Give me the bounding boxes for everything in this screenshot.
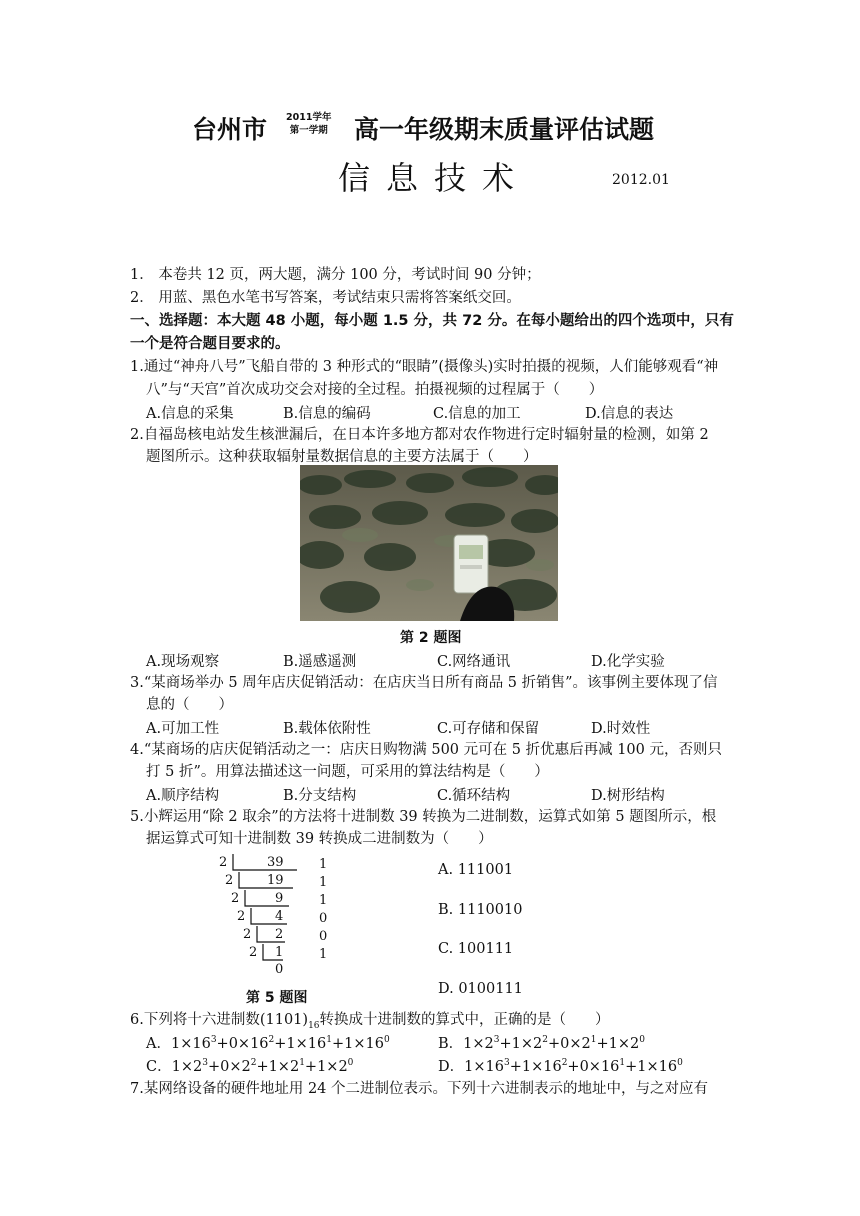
q6-a-exp: 2 <box>268 1035 275 1046</box>
divisor-5: 2 <box>243 927 252 942</box>
question-5-text: 5.小辉运用“除 2 取余”的方法将十进制数 39 转换为二进制数，运算式如第 5 题图所示，根 <box>130 809 717 825</box>
divisor-3: 2 <box>231 891 240 906</box>
q6-d-term: +0×16 <box>567 1059 620 1075</box>
q6-d-exp: 0 <box>677 1058 683 1069</box>
q6-c-exp: 3 <box>202 1058 208 1069</box>
quotient-7: 0 <box>275 962 284 977</box>
remainder-3: 1 <box>319 893 328 908</box>
q6-d-term: +1×16 <box>625 1059 678 1075</box>
q6-b-exp: 0 <box>639 1035 645 1046</box>
remainder-4: 0 <box>319 911 328 926</box>
q3-option-a: A.可加工性 <box>146 721 220 737</box>
q6-text-pre: 6.下列将十六进制数(1101) <box>130 1012 309 1028</box>
remainder-1: 1 <box>319 857 328 872</box>
q1-option-b: B.信息的编码 <box>283 406 371 422</box>
q3-option-c: C.可存储和保留 <box>437 721 540 737</box>
question-7-text: 7.某网络设备的硬件地址用 24 个二进制位表示。下列十六进制表示的地址中，与之对应有 <box>130 1081 708 1097</box>
q6-option-d-label: D． <box>438 1059 465 1075</box>
q4-option-b: B.分支结构 <box>283 788 357 804</box>
q6-b-exp: 3 <box>493 1035 500 1046</box>
q6-c-term: +1×2 <box>304 1059 348 1075</box>
q6-c-exp: 0 <box>347 1058 354 1069</box>
exam-city: 台州市 <box>192 115 268 144</box>
division-diagram <box>205 852 345 982</box>
q6-b-term: +1×2 <box>499 1036 543 1052</box>
q6-a-term: +1×16 <box>331 1036 384 1052</box>
q6-b-exp: 2 <box>542 1035 548 1046</box>
question-2-text: 2.自福岛核电站发生核泄漏后，在日本许多地方都对农作物进行定时辐射量的检测，如第 2 <box>130 427 709 443</box>
section-heading: 一、选择题：本大题 48 小题，每小题 1.5 分，共 72 分。在每小题给出的四个选项中，只有 <box>130 313 734 329</box>
q5-option-a: A. 111001 <box>438 862 514 878</box>
q6-d-exp: 1 <box>619 1058 626 1069</box>
q6-a-term: +0×16 <box>216 1036 269 1052</box>
question-4-text-cont: 打 5 折”。用算法描述这一问题，可采用的算法结构是（ ） <box>146 764 549 780</box>
note-1: 1． 本卷共 12 页，两大题，满分 100 分，考试时间 90 分钟； <box>130 267 541 283</box>
q5-option-c: C. 100111 <box>438 941 514 957</box>
question-1-text: 1.通过“神舟八号”飞船自带的 3 种形式的“眼睛”(摄像头)实时拍摄的视频，人们能够观看“神 <box>130 359 719 375</box>
remainder-5: 0 <box>319 929 328 944</box>
q6-option-c-label: C． <box>146 1059 172 1075</box>
figure-2-caption: 第 2 题图 <box>400 630 462 646</box>
q6-option-c <box>146 1055 353 1076</box>
q4-option-c: C.循环结构 <box>437 788 511 804</box>
q6-d-exp: 2 <box>561 1058 568 1069</box>
divisor-2: 2 <box>225 873 234 888</box>
q1-option-a: A.信息的采集 <box>146 406 234 422</box>
exam-title: 高一年级期末质量评估试题 <box>354 115 655 144</box>
divisor-1: 2 <box>219 855 228 870</box>
q6-text-post: 转换成十进制数的算式中，正确的是（ ） <box>319 1012 610 1028</box>
divisor-4: 2 <box>237 909 246 924</box>
q6-option-b <box>438 1032 645 1053</box>
exam-subject: 信息技术 <box>338 159 531 197</box>
note-2: 2． 用蓝、黑色水笔书写答案，考试结束只需将答案纸交回。 <box>130 290 521 306</box>
q6-b-exp: 1 <box>590 1035 597 1046</box>
quotient-2: 19 <box>267 873 284 888</box>
q6-b-term: 1×2 <box>463 1036 494 1052</box>
quotient-3: 9 <box>275 891 284 906</box>
q3-option-d: D.时效性 <box>591 721 651 737</box>
q1-option-c: C.信息的加工 <box>433 406 521 422</box>
q6-c-exp: 2 <box>250 1058 257 1069</box>
q6-a-term: 1×16 <box>170 1036 211 1052</box>
q6-c-exp: 1 <box>299 1058 305 1069</box>
question-2-text-cont: 题图所示。这种获取辐射量数据信息的主要方法属于（ ） <box>146 449 538 465</box>
question-1-text-cont: 八”与“天宫”首次成功交会对接的全过程。拍摄视频的过程属于（ ） <box>146 382 604 398</box>
remainder-6: 1 <box>319 947 328 962</box>
q6-a-exp: 3 <box>210 1035 217 1046</box>
q6-option-a <box>146 1032 390 1053</box>
q6-a-exp: 0 <box>383 1035 390 1046</box>
q5-option-b: B. 1110010 <box>438 902 523 918</box>
q2-option-d: D.化学实验 <box>591 654 665 670</box>
q6-c-term: +0×2 <box>207 1059 251 1075</box>
q2-option-a: A.现场观察 <box>146 654 220 670</box>
figure-5-caption: 第 5 题图 <box>246 990 308 1006</box>
q3-option-b: B.载体依附性 <box>283 721 371 737</box>
question-5-text-cont: 据运算式可知十进制数 39 转换成二进制数为（ ） <box>146 831 493 847</box>
quotient-4: 4 <box>275 909 284 924</box>
q6-option-a-label: A． <box>146 1036 171 1052</box>
q5-option-d: D. 0100111 <box>438 981 523 997</box>
q6-c-term: +1×2 <box>256 1059 300 1075</box>
quotient-5: 2 <box>275 927 284 942</box>
q6-a-term: +1×16 <box>274 1036 327 1052</box>
q6-d-term: +1×16 <box>509 1059 562 1075</box>
section-heading-cont: 一个是符合题目要求的。 <box>130 336 290 352</box>
exam-date: 2012.01 <box>612 172 670 188</box>
radiation-check-photo <box>300 465 558 621</box>
q6-option-d <box>438 1055 683 1076</box>
q6-b-term: +0×2 <box>547 1036 591 1052</box>
q1-option-d: D.信息的表达 <box>585 406 674 422</box>
q6-b-term: +1×2 <box>596 1036 640 1052</box>
q6-a-exp: 1 <box>326 1035 332 1046</box>
q6-d-term: 1×16 <box>464 1059 504 1075</box>
question-3-text-cont: 息的（ ） <box>146 697 233 713</box>
divisor-6: 2 <box>249 945 258 960</box>
q2-option-c: C.网络通讯 <box>437 654 511 670</box>
quotient-1: 39 <box>267 855 284 870</box>
q4-option-d: D.树形结构 <box>591 788 665 804</box>
q6-base-subscript: 16 <box>308 1020 320 1031</box>
exam-term <box>286 111 331 137</box>
q4-option-a: A.顺序结构 <box>146 788 220 804</box>
question-4-text: 4.“某商场的店庆促销活动之一：店庆日购物满 500 元可在 5 折优惠后再减 100 元，否则只 <box>130 742 722 758</box>
q2-option-b: B.遥感遥测 <box>283 654 357 670</box>
q6-option-b-label: B． <box>438 1036 464 1052</box>
q6-d-exp: 3 <box>503 1058 510 1069</box>
exam-semester: 第一学期 <box>289 125 328 136</box>
remainder-2: 1 <box>319 875 328 890</box>
question-3-text: 3.“某商场举办 5 周年店庆促销活动：在店庆当日所有商品 5 折销售”。该事例主要体现了信 <box>130 675 718 691</box>
q6-c-term: 1×2 <box>171 1059 203 1075</box>
quotient-6: 1 <box>275 945 284 960</box>
exam-year: 2011学年 <box>286 112 332 123</box>
